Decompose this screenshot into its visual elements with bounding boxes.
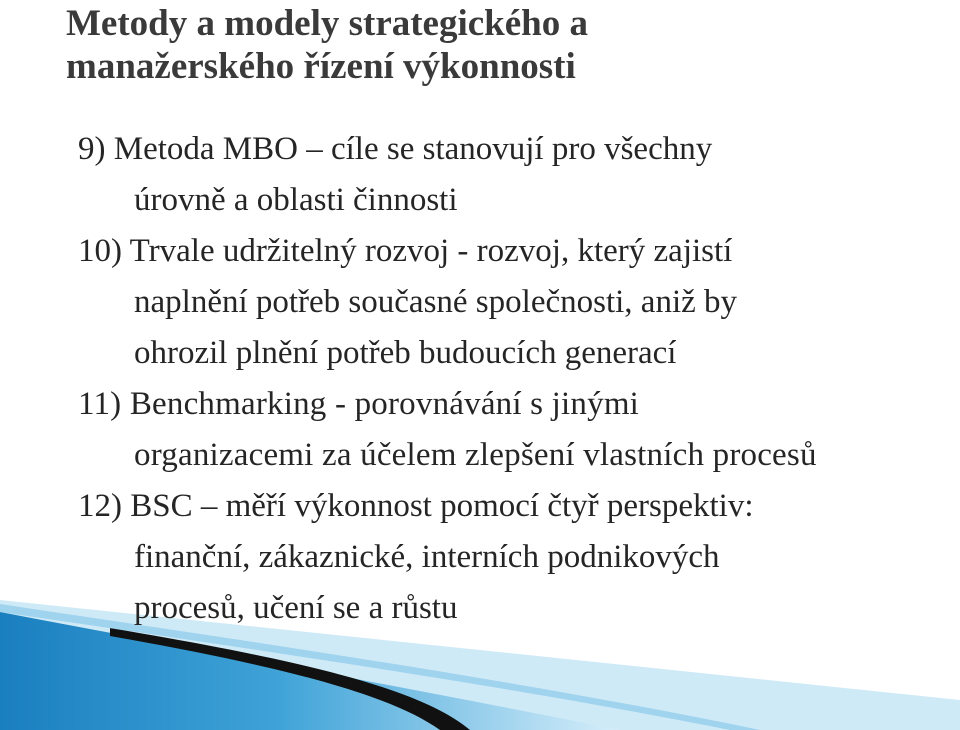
list-item-line: 11) Benchmarking - porovnávání s jinými [78, 386, 640, 422]
list-item-line: finanční, zákaznické, interních podnikových [134, 539, 720, 575]
list-item-line: procesů, učení se a růstu [134, 590, 458, 626]
list-item-line: naplnění potřeb současné společnosti, aniž by [134, 284, 738, 320]
list-item-benchmarking [0, 379, 960, 481]
list-item-line: organizacemi za účelem zlepšení vlastních procesů [134, 437, 817, 473]
list-item-bsc [0, 481, 960, 634]
title-line-2: manažerského řízení výkonnosti [66, 46, 576, 87]
title-line-1: Metody a modely strategického a [66, 3, 589, 44]
list-item-sustainable-development [0, 226, 960, 379]
page-title [66, 2, 588, 88]
list-item-line: ohrozil plnění potřeb budoucích generací [134, 335, 677, 371]
list-item-line: 9) Metoda MBO – cíle se stanovují pro všechny [78, 131, 713, 167]
bullet-list [0, 124, 960, 634]
list-item-line: 10) Trvale udržitelný rozvoj - rozvoj, který zajistí [78, 233, 733, 269]
list-item-mbo [0, 124, 960, 226]
list-item-line: úrovně a oblasti činnosti [134, 182, 458, 218]
list-item-line: 12) BSC – měří výkonnost pomocí čtyř perspektiv: [78, 488, 754, 524]
